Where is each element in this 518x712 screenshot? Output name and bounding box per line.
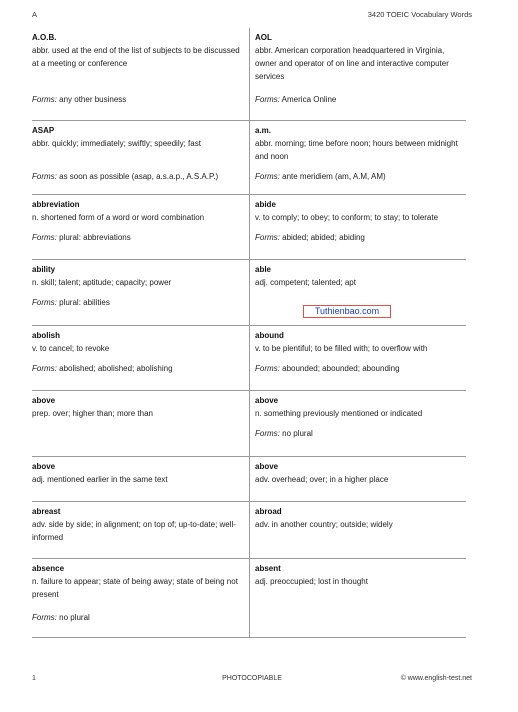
entry-definition: abbr. American corporation headquartered in Virginia, owner and operator of on line and interactive computer services: [255, 46, 449, 81]
entry-forms: [32, 363, 173, 374]
entry-definition: adj. mentioned earlier in the same text: [32, 475, 168, 484]
entry-word: abroad: [255, 507, 282, 516]
entry-forms: [255, 232, 365, 243]
entry-forms: [255, 94, 336, 105]
entry-word: absence: [32, 564, 65, 573]
forms-label: Forms:: [255, 364, 280, 373]
entry-cell: [32, 457, 249, 501]
entry-definition: adv. in another country; outside; widely: [255, 520, 393, 529]
book-title: 3420 TOEIC Vocabulary Words: [367, 10, 472, 19]
entry-cell: [249, 121, 466, 194]
section-letter: A: [32, 10, 38, 19]
entry-definition: adv. side by side; in alignment; on top of; up-to-date; well-informed: [32, 520, 236, 542]
watermark-link[interactable]: Tuthienbao.com: [303, 305, 391, 318]
entry-word: abbreviation: [32, 200, 80, 209]
forms-label: Forms:: [32, 298, 57, 307]
entry-cell: [249, 326, 466, 390]
forms-value: as soon as possible (asap, a.s.a.p., A.S.A.P.): [59, 172, 219, 181]
table-row: [32, 559, 466, 638]
table-row: [32, 326, 466, 391]
forms-value: ante meridiem (am, A.M, AM): [282, 172, 386, 181]
entry-definition: n. something previously mentioned or indicated: [255, 409, 423, 418]
forms-value: America Online: [281, 95, 337, 104]
forms-label: Forms:: [255, 95, 280, 104]
entry-word: absent: [255, 564, 281, 573]
entry-definition: n. failure to appear; state of being away; state of being not present: [32, 577, 238, 599]
entry-word: abide: [255, 200, 276, 209]
page-footer: [32, 675, 472, 687]
entry-cell: [249, 502, 466, 558]
table-row: [32, 195, 466, 260]
table-row: [32, 260, 466, 326]
entry-cell: [32, 121, 249, 194]
forms-value: no plural: [59, 613, 90, 622]
vocabulary-grid: [32, 28, 466, 638]
entry-word: above: [255, 396, 279, 405]
forms-value: abounded; abounded; abounding: [282, 364, 400, 373]
entry-cell: [32, 559, 249, 637]
entry-definition: v. to cancel; to revoke: [32, 344, 110, 353]
entry-definition: adj. preoccupied; lost in thought: [255, 577, 368, 586]
entry-definition: n. skill; talent; aptitude; capacity; power: [32, 278, 172, 287]
entry-cell: [249, 457, 466, 501]
entry-word: ability: [32, 265, 56, 274]
forms-value: plural: abbreviations: [59, 233, 131, 242]
entry-word: above: [255, 462, 279, 471]
entry-cell: [249, 559, 466, 637]
entry-forms: [32, 612, 90, 623]
forms-label: Forms:: [255, 429, 280, 438]
entry-forms: [32, 232, 131, 243]
forms-value: no plural: [282, 429, 313, 438]
forms-value: abolished; abolished; abolishing: [59, 364, 173, 373]
entry-definition: abbr. used at the end of the list of subjects to be discussed at a meeting or conference: [32, 46, 240, 68]
table-row: [32, 391, 466, 457]
forms-label: Forms:: [32, 233, 57, 242]
entry-cell: [249, 391, 466, 456]
entry-word: able: [255, 265, 272, 274]
entry-forms: [32, 94, 126, 105]
entry-word: above: [32, 396, 56, 405]
entry-word: abolish: [32, 331, 61, 340]
entry-word: ASAP: [32, 126, 55, 135]
forms-label: Forms:: [32, 95, 57, 104]
forms-value: any other business: [59, 95, 127, 104]
page-header: [32, 10, 472, 22]
table-row: [32, 502, 466, 559]
photocopiable-note: PHOTOCOPIABLE: [222, 675, 282, 682]
entry-cell: [32, 326, 249, 390]
entry-cell: [249, 28, 466, 120]
entry-word: a.m.: [255, 126, 272, 135]
forms-value: plural: abilities: [59, 298, 110, 307]
table-row: [32, 28, 466, 121]
entry-definition: adj. competent; talented; apt: [255, 278, 356, 287]
forms-label: Forms:: [32, 172, 57, 181]
entry-word: AOL: [255, 33, 272, 42]
entry-forms: [255, 171, 386, 182]
entry-word: abound: [255, 331, 284, 340]
entry-word: A.O.B.: [32, 33, 57, 42]
forms-label: Forms:: [32, 613, 57, 622]
entry-forms: [255, 428, 313, 439]
entry-cell: [249, 195, 466, 259]
entry-forms: [32, 171, 218, 182]
entry-cell: [32, 502, 249, 558]
entry-definition: adv. overhead; over; in a higher place: [255, 475, 389, 484]
page-number: 1: [32, 675, 36, 682]
entry-definition: v. to comply; to obey; to conform; to stay; to tolerate: [255, 213, 439, 222]
forms-label: Forms:: [32, 364, 57, 373]
forms-label: Forms:: [255, 233, 280, 242]
entry-cell: [32, 260, 249, 325]
entry-word: abreast: [32, 507, 61, 516]
entry-word: above: [32, 462, 56, 471]
forms-value: abided; abided; abiding: [282, 233, 365, 242]
entry-cell: [32, 195, 249, 259]
entry-cell: [32, 28, 249, 120]
entry-cell: [32, 391, 249, 456]
entry-definition: abbr. morning; time before noon; hours between midnight and noon: [255, 139, 458, 161]
entry-definition: prep. over; higher than; more than: [32, 409, 153, 418]
entry-definition: v. to be plentiful; to be filled with; to overflow with: [255, 344, 428, 353]
table-row: [32, 457, 466, 502]
site-credit: © www.english-test.net: [400, 675, 472, 682]
entry-definition: n. shortened form of a word or word combination: [32, 213, 205, 222]
entry-forms: [255, 363, 400, 374]
forms-label: Forms:: [255, 172, 280, 181]
table-row: [32, 121, 466, 195]
entry-definition: abbr. quickly; immediately; swiftly; speedily; fast: [32, 139, 201, 148]
entry-forms: [32, 297, 110, 308]
